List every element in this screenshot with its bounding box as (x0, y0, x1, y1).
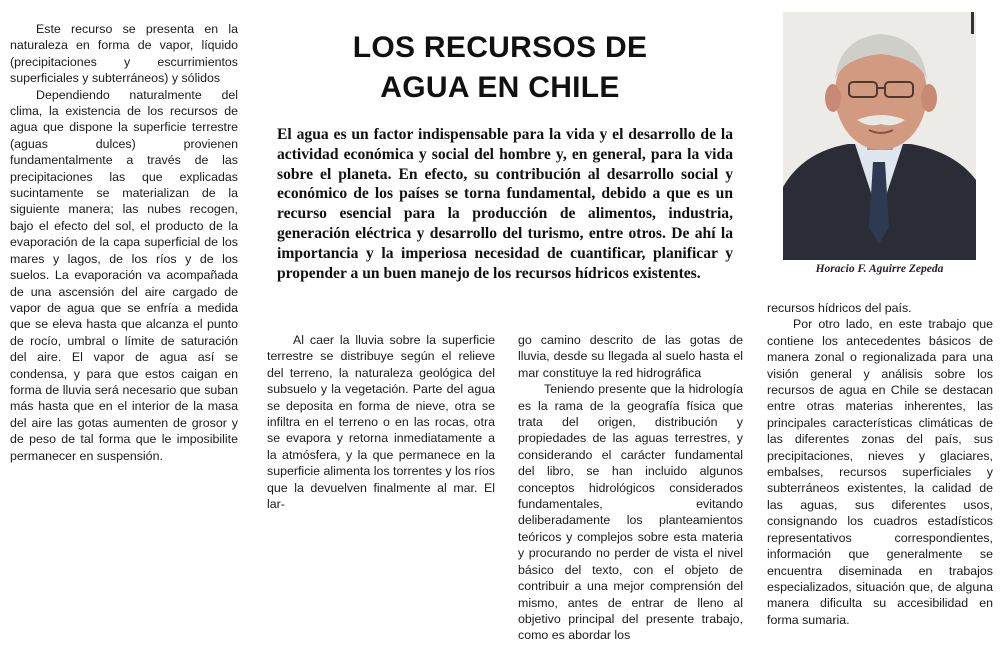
title-line-2: AGUA EN CHILE (380, 71, 620, 104)
body-column-3 (518, 332, 743, 644)
page-edge-mark (971, 12, 974, 34)
col1-paragraph-2: Dependiendo naturalmente del clima, la existencia de los recursos de agua que dispone la superficie terrestre (aguas dulces) provienen fundamentalmente a través de las precipitaciones las que explicadas sucintamente se materializan de la siguiente manera; las nubes recogen, bajo el efecto del sol, el producto de la evaporación de la capa superficial de los mares y lagos, de los ríos y de los suelos. La evaporación va acompañada de una ascensión del aire cargado de vapor de agua que se enfría a medida que se eleva hasta que alcanza el punto de rocío, umbral o límite de saturación del aire. El vapor de agua así se condensa, y para que estos caigan en forma de lluvia será necesario que suban más hasta que en el interior de la masa del aire las gotas aumenten de grosor y de peso de tal forma que le imposibilite permanecer en suspensión. (10, 87, 238, 463)
article-intro: El agua es un factor indispensable para la vida y el desarrollo de la actividad económica y social del hombre y, en general, para la vida sobre el planeta. En efecto, su contribución al desarrollo social y económico de los países se torna fundamental, debido a que es un recurso esencial para la producción de alimentos, industria, generación eléctrica y desarrollo del turismo, entre otros. De ahí la importancia y la imperiosa necesidad de cuantificar, planificar y propender a un buen manejo de los recursos hídricos existentes. (277, 126, 733, 282)
col2-paragraph-1: Al caer la lluvia sobre la superficie terrestre se distribuye según el relieve del terreno, la naturaleza geológica del subsuelo y la vegetación. Parte del agua se deposita en forma de nieve, otra se infiltra en el terreno o en las rocas, otra se evapora y retorna inmediatamente a la atmósfera, y la que permanece en la superficie alimenta los torrentes y los ríos que la devuelven finalmente al mar. El lar- (267, 333, 495, 512)
author-photo (783, 12, 976, 260)
col3-paragraph-2: Teniendo presente que la hidrología es la rama de la geografía física que trata del origen, distribución y propiedades de las aguas terrestres, y considerando el carácter fundamental del libro, se han incluido algunos conceptos hidrológicos considerados fundamentales, evitando deliberadamente los planteamientos teóricos y complejos sobre esta materia y procurando no perder de vista el nivel básico del texto, con el objeto de contribuir a una mejor comprensión del mismo, antes de entrar de lleno al objetivo principal del presente trabajo, como es abordar los (518, 382, 743, 643)
body-column-1 (10, 21, 238, 464)
body-column-2 (267, 332, 495, 512)
photo-caption: Horacio F. Aguirre Zepeda (815, 263, 944, 275)
col4-paragraph-1: recursos hídricos del país. (767, 301, 912, 315)
col1-paragraph-1: Este recurso se presenta en la naturaleza en forma de vapor, líquido (precipitaciones y escurrimientos superficiales y subterráneos) y sólidos (10, 22, 238, 86)
article-title (300, 28, 700, 108)
col3-paragraph-1: go camino descrito de las gotas de lluvia, desde su llegada al suelo hasta el mar constituye la red hidrográfica (518, 333, 743, 380)
body-column-4 (767, 300, 993, 628)
title-line-1: LOS RECURSOS DE (352, 31, 648, 64)
col4-paragraph-2: Por otro lado, en este trabajo que contiene los antecedentes básicos de manera zonal o regionalizada para una visión general y análisis sobre los recursos de agua en Chile se destacan entre otras materias inherentes, las principales características climáticas de las diferentes zonas del país, sus precipitaciones, nieves y glaciares, embalses, recursos superficiales y subterráneos existentes, la calidad de las aguas, sus diferentes usos, consignando los cuadros estadísticos representativos correspondientes, información que generalmente se encuentra diseminada en trabajos especializados, situación que, de alguna manera dificulta su accesibilidad en forma sumaria. (767, 317, 993, 627)
